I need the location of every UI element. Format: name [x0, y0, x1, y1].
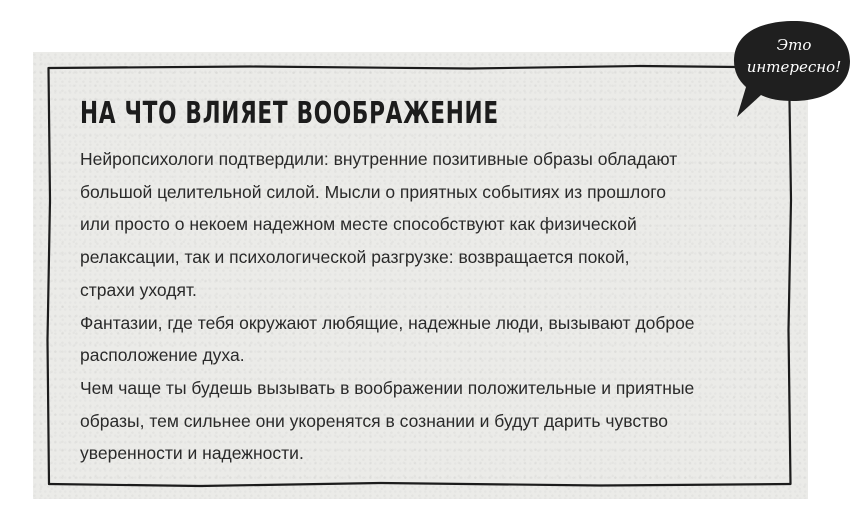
paragraph-3: [80, 372, 780, 470]
paragraph-2: [80, 307, 780, 372]
text-line: Нейропсихологи подтвердили: внутренние позитивные образы обладают: [80, 149, 678, 169]
text-line: страхи уходят.: [80, 279, 197, 300]
text-line: образы, тем сильнее они укоренятся в сознании и будут дарить чувство: [80, 410, 668, 431]
bubble-line: Это: [776, 36, 812, 54]
speech-bubble-text: [738, 34, 850, 78]
text-line: Фантазии, где тебя окружают любящие, надежные люди, вызывают доброе: [80, 312, 695, 333]
text-line: большой целительной силой. Мысли о приятных событиях из прошлого: [80, 181, 666, 202]
paragraph-1: [80, 143, 780, 307]
text-line: уверенности и надежности.: [80, 443, 304, 464]
text-line: Чем чаще ты будешь вызывать в воображении положительные и приятные: [80, 377, 695, 398]
text-line: релаксации, так и психологической разгрузке: возвращается покой,: [80, 247, 630, 268]
text-line: или просто о некоем надежном месте способствуют как физической: [80, 214, 637, 235]
bubble-line: интересно!: [746, 58, 842, 76]
text-line: расположение духа.: [80, 345, 245, 366]
card-body: [80, 143, 780, 470]
card-title: НА ЧТО ВЛИЯЕТ ВООБРАЖЕНИЕ: [80, 96, 499, 131]
